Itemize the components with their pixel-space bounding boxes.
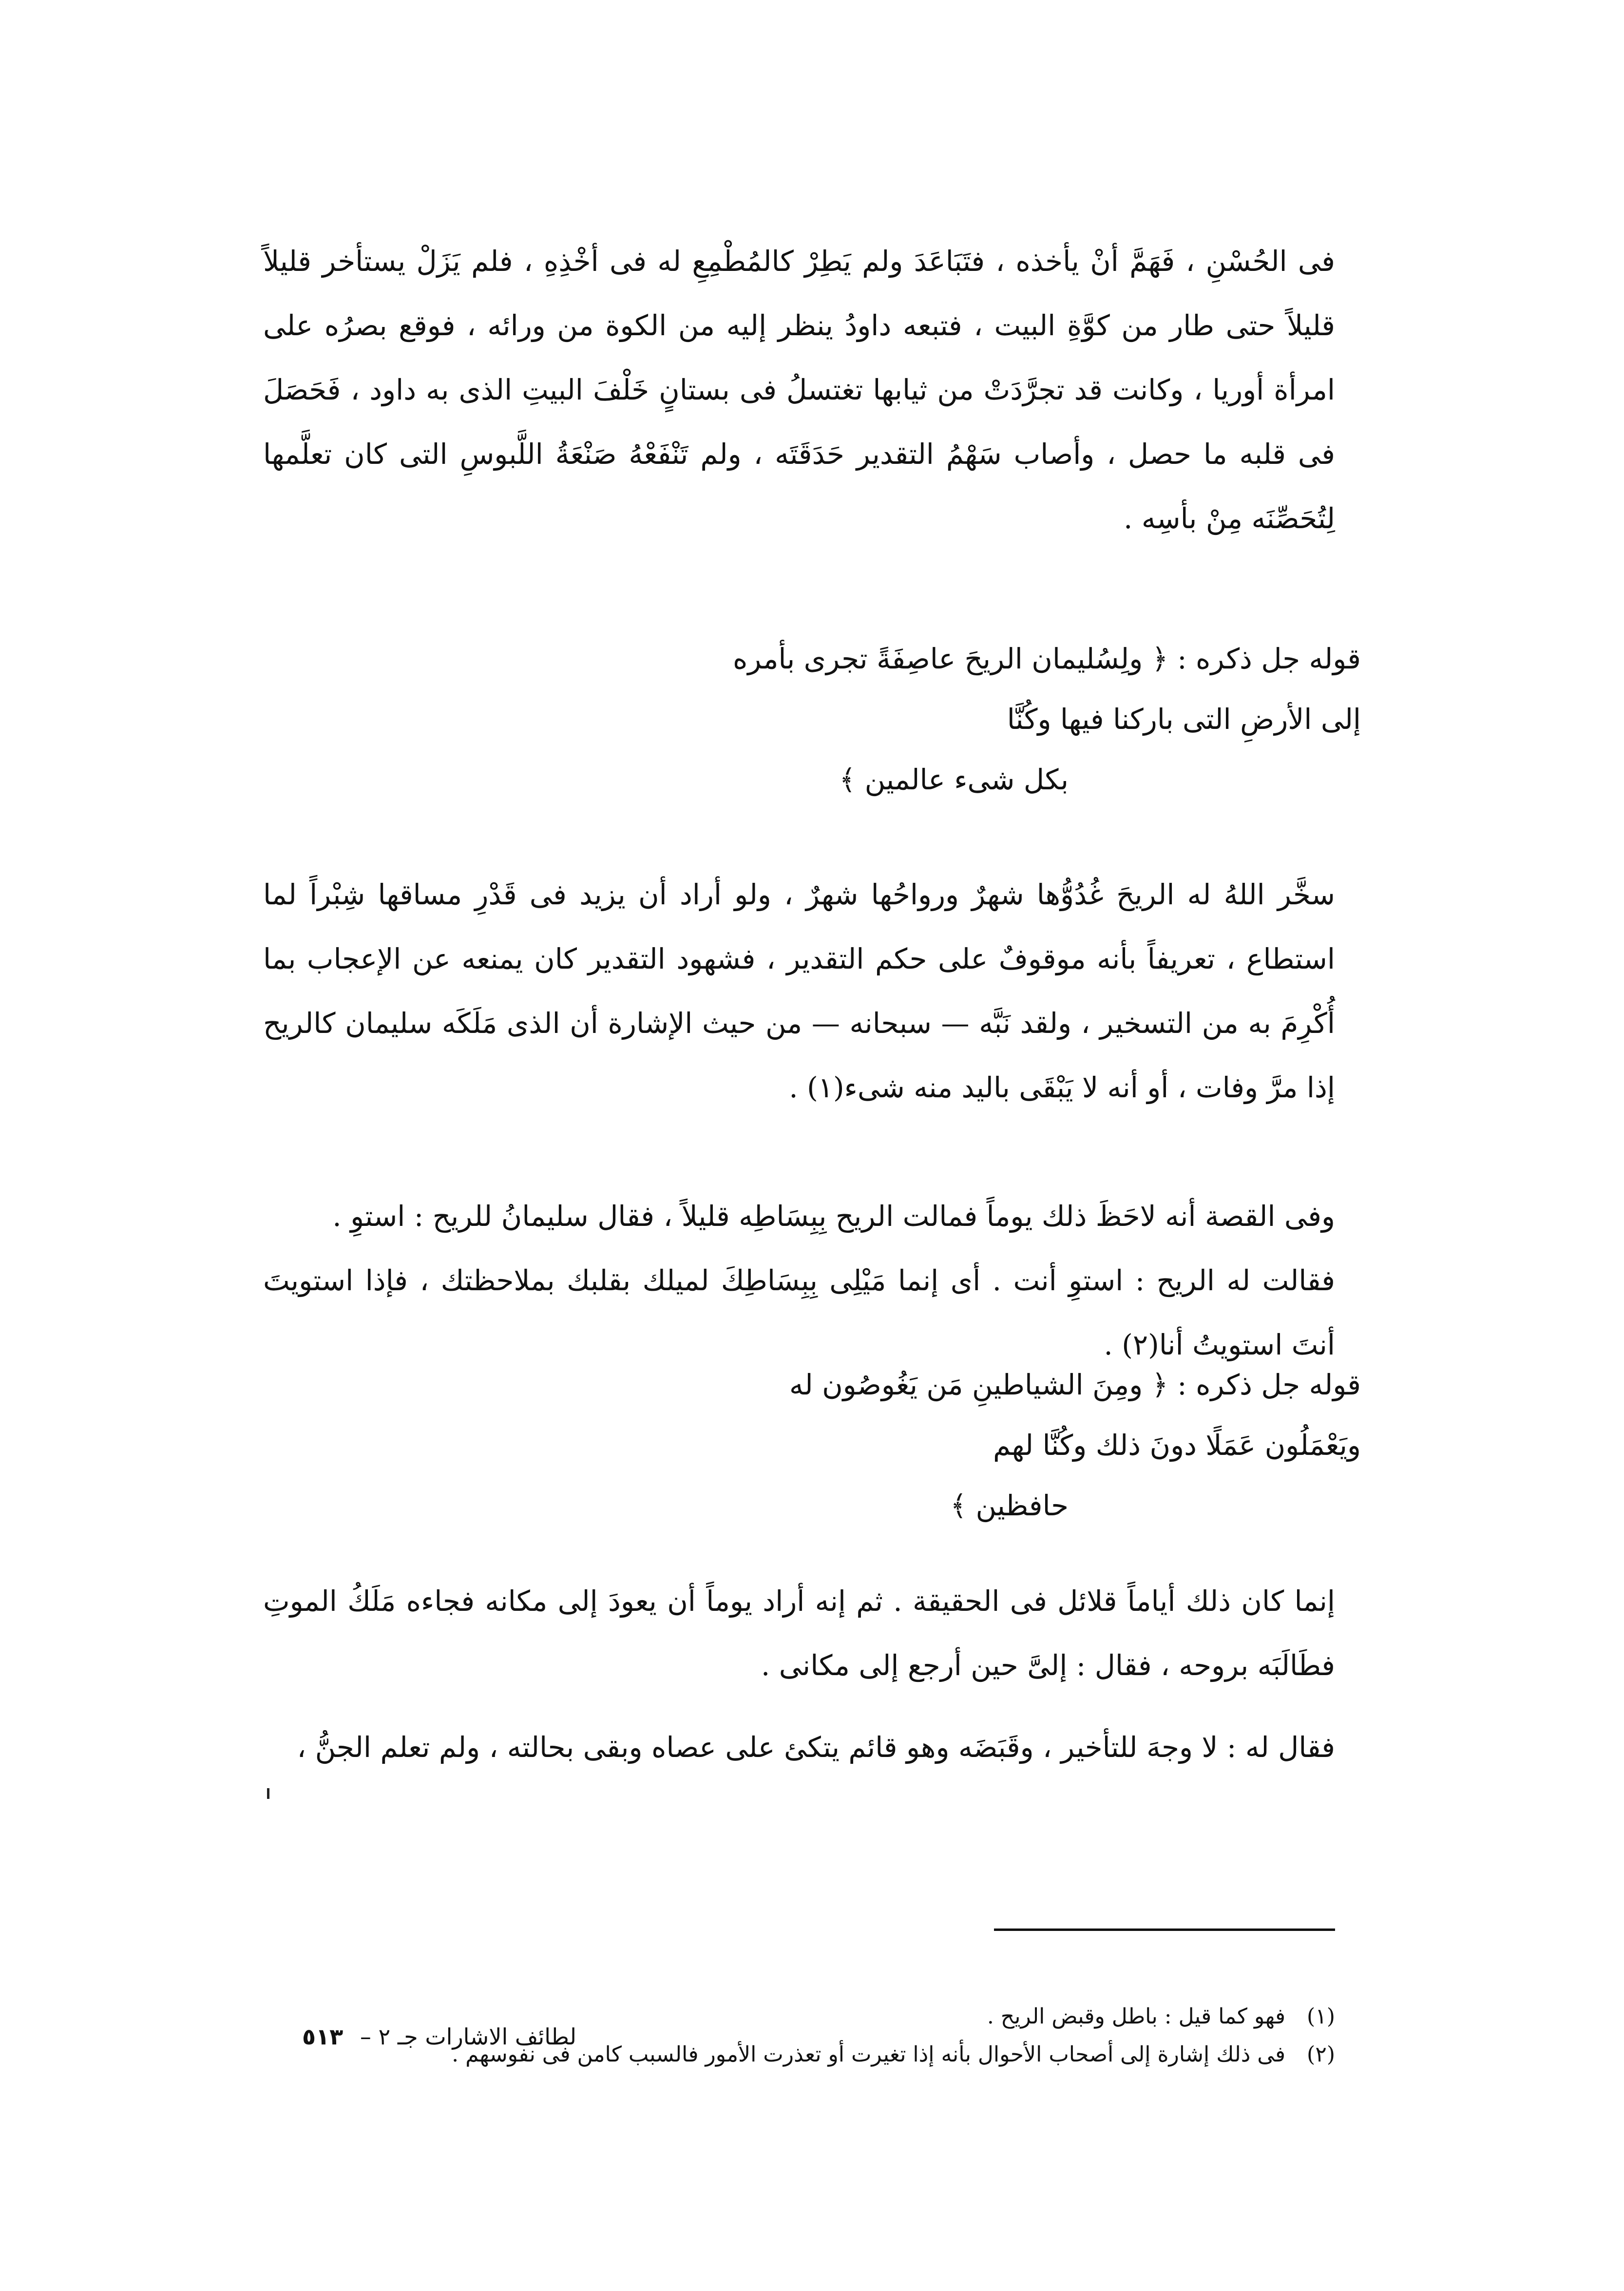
footnote-1-text: فهو كما قيل : باطل وقبض الريح . bbox=[987, 2004, 1286, 2029]
paragraph-1: فى الحُسْنِ ، فَهَمَّ أنْ يأخذه ، فتَبَاعَدَ ولم يَطِرْ كالمُطْمِعِ له فى أخْذِهِ ، فلم يَزَلْ يستأخر قليلاً قليلاً حتى طار من كوَّةِ البيت ، فتبعه داودُ ينظر إليه من الكوة من ورائه ، فوقع بصرُه على امرأة أوريا ، وكانت قد تجرَّدَتْ من ثيابها تغتسلُ فى بستانٍ خَلْفَ البيتِ الذى به داود ، فَحَصَلَ فى قلبه ما حصل ، وأصاب سَهْمُ التقدير حَدَقَتَه ، ولم تَنْفَعْهُ صَنْعَةُ اللَّبوسِ التى كان تعلَّمها لِتُحَصِّنَه مِنْ بأسِه . bbox=[263, 245, 1335, 535]
page-number: ٥١٣ bbox=[302, 2024, 344, 2050]
footnote-2-text: فى ذلك إشارة إلى أصحاب الأحوال بأنه إذا تغيرت أو تعذرت الأمور فالسبب كامن فى نفوسهم . bbox=[452, 2042, 1286, 2067]
paragraph-5: فقال له : لا وجهَ للتأخير ، وقَبَضَه وهو قائم يتكئ على عصاه وبقى بحالته ، ولم تعلم الجنُّ ، bbox=[297, 1731, 1335, 1764]
verse-2-line-3: حافظين ﴾ bbox=[950, 1489, 1069, 1522]
paragraph-3-part-1: وفى القصة أنه لاحَظَ ذلك يوماً فمالت الريح بِبِسَاطِه قليلاً ، فقال سليمانُ للريح : استوِ . bbox=[332, 1200, 1335, 1233]
footnote-2-mark: (٢) bbox=[1307, 2042, 1335, 2067]
footnote-1-mark: (١) bbox=[1307, 2004, 1335, 2029]
paragraph-4: إنما كان ذلك أياماً قلائل فى الحقيقة . ثم إنه أراد يوماً أن يعودَ إلى مكانه فجاءه مَلَكُ الموتِ فطَالَبَه بروحه ، فقال : إلىَّ حين أرجع إلى مكانى . bbox=[263, 1585, 1335, 1682]
footer-book-title: لطائف الاشارات جـ ٢ – bbox=[360, 2024, 577, 2050]
footnote-separator bbox=[994, 1928, 1335, 1931]
paragraph-2: سخَّر اللهُ له الريحَ غُدُوُّها شهرٌ ورواحُها شهرٌ ، ولو أراد أن يزيد فى قَدْرِ مساقها شِبْراً لما استطاع ، تعريفاً بأنه موقوفٌ على حكم التقدير ، فشهود التقدير كان يمنعه عن الإعجاب بما أُكْرِمَ به من التسخير ، ولقد نَبَّه — سبحانه — من حيث الإشارة أن الذى مَلَكَه سليمان كالريح إذا مرَّ وفات ، أو أنه لا يَبْقَى باليد منه شىء(١) . bbox=[263, 878, 1336, 1104]
page-footer bbox=[302, 2017, 887, 2056]
verse-1-line-3: بكل شىء عالمين ﴾ bbox=[839, 763, 1069, 796]
margin-mark bbox=[267, 1788, 269, 1799]
verse-1-line-2: إلى الأرضِ التى باركنا فيها وكُنَّا bbox=[1007, 703, 1361, 736]
verse-2-line-1: قوله جل ذكره : ﴿ ومِنَ الشياطينِ مَن يَغُوصُون له bbox=[789, 1368, 1361, 1401]
verse-1-line-1: قوله جل ذكره : ﴿ ولِسُليمان الريحَ عاصِفَةً تجرى بأمره bbox=[732, 642, 1361, 675]
verse-2-line-2: ويَعْمَلُون عَمَلًا دونَ ذلك وكُنَّا لهم bbox=[993, 1429, 1361, 1462]
paragraph-3 bbox=[263, 1184, 1335, 1377]
quran-verse-1 bbox=[654, 629, 1361, 810]
quran-verse-2 bbox=[654, 1355, 1361, 1536]
paragraph-3-part-2: فقالت له الريح : استوِ أنت . أى إنما مَيْلِى بِبِسَاطِكَ لميلك بقلبك بملاحظتك ، فإذا استويتَ أنتَ استويتُ أنا(٢) . bbox=[263, 1264, 1335, 1361]
